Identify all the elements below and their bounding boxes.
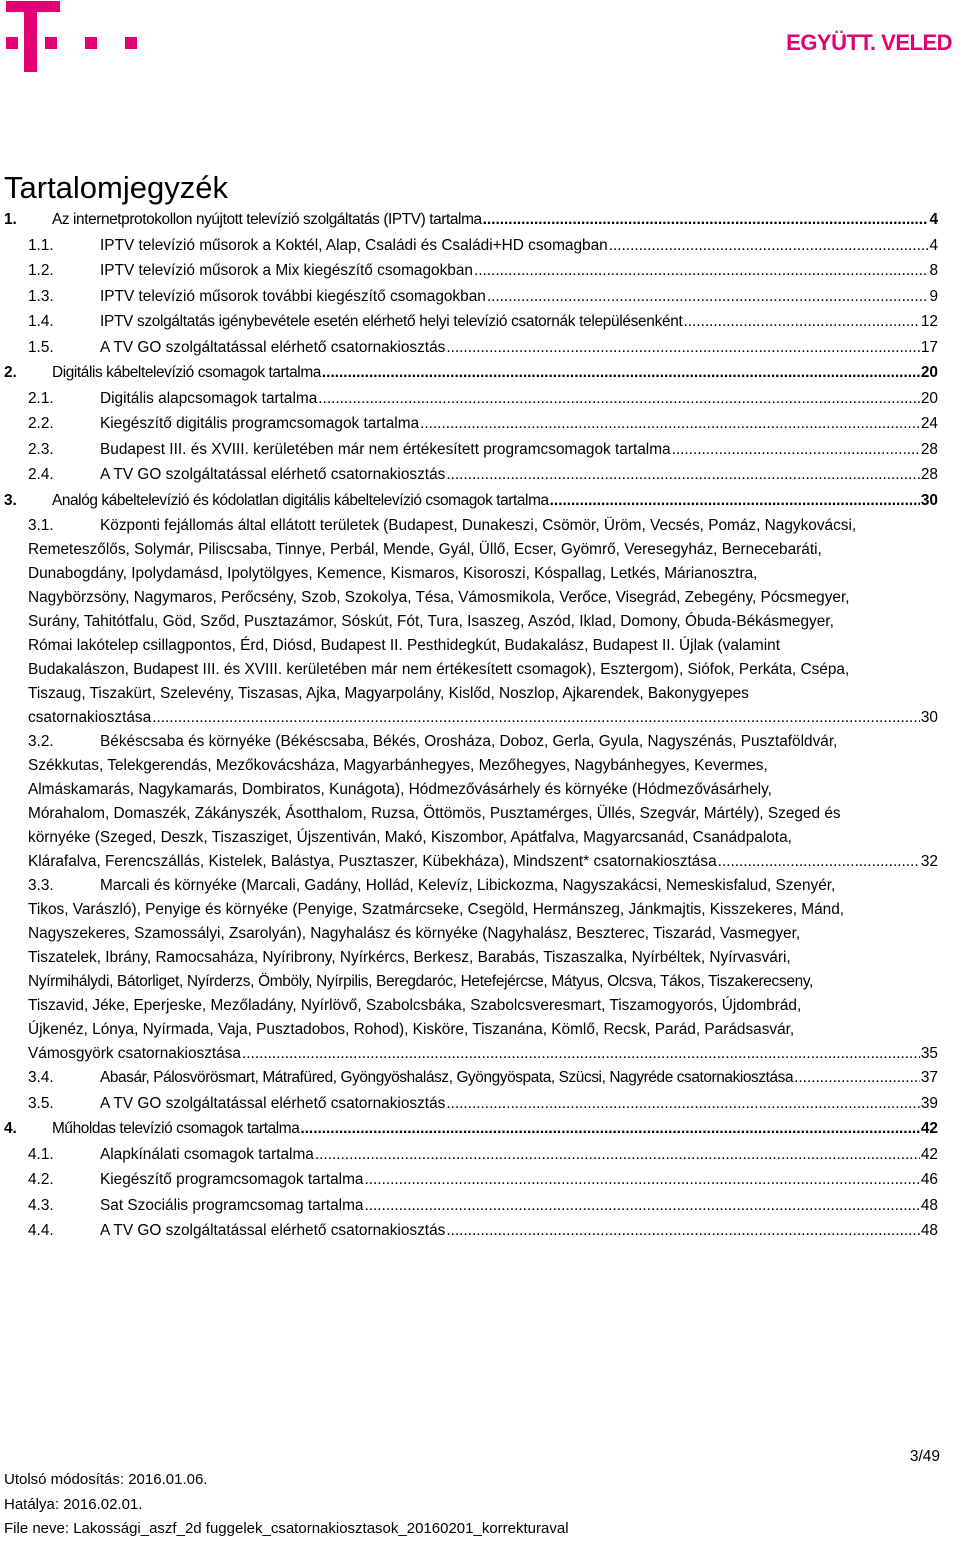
toc-entry-3-5[interactable] [4,1092,938,1118]
toc-entry-number: 3.4. [28,1069,54,1086]
toc-entry-page: 46 [920,1171,938,1188]
toc-entry-page: 4 [929,211,938,228]
toc-entry-page: 30 [920,491,938,509]
toc-entry-title: Alapkínálati csomagok tartalma [100,1145,314,1163]
toc-leader-dots [446,1219,920,1243]
toc-leader-dots [550,489,920,513]
toc-leader-dots [683,310,919,334]
toc-entry-number: 3. [4,491,17,509]
toc-entry-page: 20 [920,364,938,381]
toc-entry-2[interactable] [4,361,938,387]
toc-entry-page: 28 [920,466,938,483]
toc-entry-title-line: Újkenéz, Lónya, Nyírmada, Vaja, Pusztadobos, Rohod), Kisköre, Tiszanána, Kömlő, Recsk, Parád, Parádsasvár, [28,1021,795,1038]
toc-entry-page: 42 [920,1145,938,1163]
toc-entry-page: 12 [920,313,938,330]
toc-leader-dots [300,1117,920,1141]
toc-entry-page: 9 [929,287,938,305]
toc-leader-dots [364,1168,919,1192]
toc-entry-title: A TV GO szolgáltatással elérhető csatornakiosztás [100,338,446,356]
toc-entry-title-line: Székkutas, Telekgerendás, Mezőkovácsháza, Magyarbánhegyes, Mezőhegyes, Nagybánhegyes, Kevermes, [28,757,768,774]
toc-entry-title-line: Nyírmihálydi, Bátorliget, Nyírderzs, Ömböly, Nyírpilis, Beregdaróc, Hetefejércse, Mátyus, Olcsva, Tákos, Tiszakerecseny, [28,973,814,990]
toc-entry-title-line: környéke (Szeged, Deszk, Tiszasziget, Újszentiván, Makó, Kiszombor, Apátfalva, Magyarcsanád, Csanádpalota, [28,829,792,846]
toc-entry-4-3[interactable] [4,1194,938,1220]
toc-entry-1[interactable] [4,208,938,234]
toc-leader-dots [318,387,920,411]
toc-entry-page: 24 [920,415,938,432]
toc-leader-dots [315,1143,920,1167]
toc-entry-1-4[interactable] [4,310,938,336]
toc-entry-page: 4 [929,236,938,254]
toc-entry-page: 8 [929,262,938,279]
toc-entry-title-line: Békéscsaba és környéke (Békéscsaba, Békés, Orosháza, Doboz, Gerla, Gyula, Nagyszénás, Pusztaföldvár, [100,733,838,750]
toc-entry-number: 1.4. [28,313,54,330]
toc-leader-dots [487,285,929,309]
toc-entry-page: 20 [920,389,938,407]
toc-entry-page: 30 [920,709,938,726]
toc-entry-title: A TV GO szolgáltatással elérhető csatornakiosztás [100,1094,446,1112]
toc-leader-dots [483,208,929,232]
toc-entry-2-2[interactable] [4,412,938,438]
toc-entry-1-2[interactable] [4,259,938,285]
toc-entry-1-1[interactable] [4,234,938,260]
toc-entry-page: 48 [920,1196,938,1214]
toc-entry-3-1[interactable] [4,514,938,730]
toc-entry-number: 4.2. [28,1171,54,1188]
toc-leader-dots [794,1066,920,1090]
toc-entry-title: Sat Szociális programcsomag tartalma [100,1196,364,1214]
toc-entry-2-3[interactable] [4,438,938,464]
toc-entry-number: 1.2. [28,262,54,279]
toc-entry-title-line: Vámosgyörk csatornakiosztása [28,1045,241,1062]
toc-entry-title: Budapest III. és XVIII. kerületében már nem értékesített programcsomagok tartalma [100,440,671,458]
toc-entry-4-1[interactable] [4,1143,938,1169]
toc-leader-dots [718,850,920,874]
toc-entry-title-line: Marcali és környéke (Marcali, Gadány, Hollád, Kelevíz, Libickozma, Nagyszakácsi, Nemeskisfalud, Szenyér, [100,877,836,894]
toc-entry-4-2[interactable] [4,1168,938,1194]
toc-entry-number: 1.1. [28,236,54,254]
toc-entry-2-4[interactable] [4,463,938,489]
toc-entry-page: 35 [920,1045,938,1062]
toc-entry-page: 17 [920,338,938,356]
toc-entry-title: Digitális alapcsomagok tartalma [100,389,318,407]
toc-entry-title: IPTV televízió műsorok további kiegészítő csomagokban [100,287,486,305]
toc-entry-title-line: Mórahalom, Domaszék, Zákányszék, Ásotthalom, Ruzsa, Öttömös, Pusztamérges, Üllés, Szegvár, Mártély), Szeged és [28,805,841,822]
toc-entry-number: 2.4. [28,466,54,483]
toc-entry-number: 1. [4,211,17,228]
toc-entry-number: 3.2. [28,733,54,750]
toc-entry-title: Digitális kábeltelevízió csomagok tartalma [52,364,321,381]
toc-entry-title: Abasár, Pálosvörösmart, Mátrafüred, Gyöngyöshalász, Gyöngyöspata, Szücsi, Nagyréde csatornakiosztása [100,1069,794,1086]
toc-entry-number: 4.4. [28,1222,54,1239]
toc-entry-number: 2. [4,364,17,381]
toc-entry-number: 4.1. [28,1145,54,1163]
toc-leader-dots [474,259,928,283]
table-of-contents [4,208,938,1245]
toc-leader-dots [609,234,929,258]
toc-entry-page: 28 [920,440,938,458]
toc-entry-title-line: Budakalászon, Budapest III. és XVIII. kerületében már nem értékesített csomagok), Esztergom), Siófok, Perkáta, Csépa, [28,661,850,678]
toc-entry-line [28,874,938,898]
toc-entry-title-line: Tiszatelek, Ibrány, Ramocsaháza, Nyíribrony, Nyírkércs, Berkesz, Barabás, Tiszaszalka, Nyírbéltek, Nyírvasvári, [28,949,791,966]
toc-entry-title-line: Nagyszekeres, Szamossályi, Zsarolyán), Nagyhalász és környéke (Nagyhalász, Beszterec, Tiszarád, Vasmegyer, [28,925,801,942]
toc-entry-number: 3.1. [28,517,54,534]
toc-entry-3-3[interactable] [4,874,938,1066]
telekom-logo [0,0,150,74]
toc-entry-title: Kiegészítő programcsomagok tartalma [100,1171,364,1188]
toc-entry-title-line: Tiszaug, Tiszakürt, Szelevény, Tiszasas, Ajka, Magyarpolány, Kislőd, Noszlop, Ajkarendek, Bakonygyepes [28,685,749,702]
toc-entry-last-line [28,850,938,874]
toc-leader-dots [446,1092,920,1116]
toc-entry-title-line: Római lakótelep csillagpontos, Érd, Diósd, Budapest II. Pesthidegkút, Budakalász, Budapest II. Újlak (valamint [28,637,780,654]
toc-leader-dots [446,463,920,487]
toc-entry-number: 3.5. [28,1094,54,1112]
toc-entry-line [28,514,938,538]
toc-entry-title-line: Tikos, Varászló), Penyige és környéke (Penyige, Szatmárcseke, Csegöld, Hermánszeg, Jánkmajtis, Kisszekeres, Mánd, [28,901,845,918]
toc-entry-title-line: Remeteszőlős, Solymár, Piliscsaba, Tinnye, Perbál, Mende, Gyál, Üllő, Ecser, Gyömrő, Veresegyház, Bernecebaráti, [28,541,822,558]
last-modified: Utolsó módosítás: 2016.01.06. [4,1471,208,1488]
toc-entry-title-line: Központi fejállomás által ellátott területek (Budapest, Dunakeszi, Csömör, Üröm, Vecsés, Pomáz, Nagykovácsi, [100,517,857,534]
toc-entry-number: 3.3. [28,877,54,894]
toc-leader-dots [420,412,920,436]
toc-leader-dots [152,706,920,730]
toc-entry-title: Analóg kábeltelevízió és kódolatlan digitális kábeltelevízió csomagok tartalma [52,491,549,509]
toc-entry-title-line: Almáskamarás, Nagykamarás, Dombiratos, Kunágota), Hódmezővásárhely és környéke (Hódmezővásárhely, [28,781,772,798]
toc-entry-title-line: csatornakiosztása [28,709,152,726]
toc-leader-dots [446,336,920,360]
toc-entry-title-line: Klárafalva, Ferencszállás, Kistelek, Balástya, Pusztaszer, Kübekháza), Mindszent* csatornakiosztása [28,853,717,870]
toc-entry-title: Kiegészítő digitális programcsomagok tartalma [100,415,420,432]
toc-leader-dots [242,1042,920,1066]
toc-leader-dots [672,438,920,462]
toc-entry-number: 1.3. [28,287,54,305]
toc-entry-4[interactable] [4,1117,938,1143]
toc-entry-line [28,730,938,754]
toc-entry-number: 4. [4,1120,17,1137]
toc-entry-3[interactable] [4,489,938,515]
toc-leader-dots [322,361,920,385]
page-header [0,0,960,80]
toc-entry-title-line: Tiszavid, Jéke, Eperjeske, Mezőladány, Nyírlövő, Szabolcsbáka, Szabolcsveresmart, Tiszamogyorós, Újdombrád, [28,997,802,1014]
file-name: File neve: Lakossági_aszf_2d fuggelek_csatornakiosztasok_20160201_korrekturaval [4,1520,569,1537]
toc-entry-page: 39 [920,1094,938,1112]
toc-entry-page: 48 [920,1222,938,1239]
toc-entry-number: 2.1. [28,389,54,407]
toc-entry-title: IPTV szolgáltatás igénybevétele esetén elérhető helyi televízió csatornák településenként [100,313,683,330]
toc-entry-page: 32 [920,853,938,870]
toc-entry-page: 37 [920,1069,938,1086]
toc-entry-4-4[interactable] [4,1219,938,1245]
toc-entry-last-line [28,706,938,730]
toc-entry-1-3[interactable] [4,285,938,311]
toc-entry-title: A TV GO szolgáltatással elérhető csatornakiosztás [100,1222,446,1239]
toc-entry-title: A TV GO szolgáltatással elérhető csatornakiosztás [100,466,446,483]
toc-entry-number: 1.5. [28,338,54,356]
toc-entry-title: Az internetprotokollon nyújtott televízió szolgáltatás (IPTV) tartalma [52,211,482,228]
toc-entry-title: IPTV televízió műsorok a Mix kiegészítő csomagokban [100,262,473,279]
toc-entry-title-line: Nagybörzsöny, Nagymaros, Perőcsény, Szob, Szokolya, Tésa, Vámosmikola, Verőce, Visegrád, Zebegény, Pócsmegyer, [28,589,850,606]
toc-entry-2-1[interactable] [4,387,938,413]
toc-entry-number: 2.2. [28,415,54,432]
toc-entry-title: Műholdas televízió csomagok tartalma [52,1120,300,1137]
toc-title: Tartalomjegyzék [4,170,228,205]
effective-date: Hatálya: 2016.02.01. [4,1496,143,1513]
toc-entry-3-2[interactable] [4,730,938,874]
toc-entry-number: 2.3. [28,440,54,458]
toc-entry-last-line [28,1042,938,1066]
page-number: 3/49 [909,1448,940,1465]
toc-entry-title-line: Dunabogdány, Ipolydamásd, Ipolytölgyes, Kemence, Kismaros, Kisoroszi, Kóspallag, Letkés, Márianosztra, [28,565,758,582]
toc-entry-3-4[interactable] [4,1066,938,1092]
brand-slogan: EGYÜTT. VELED [786,30,952,55]
toc-entry-page: 42 [920,1120,938,1137]
toc-entry-1-5[interactable] [4,336,938,362]
toc-entry-title-line: Surány, Tahitótfalu, Göd, Sződ, Pusztazámor, Sóskút, Fót, Tura, Isaszeg, Aszód, Iklad, Domony, Óbuda-Békásmegyer, [28,613,834,630]
toc-leader-dots [364,1194,919,1218]
toc-entry-number: 4.3. [28,1196,54,1214]
toc-entry-title: IPTV televízió műsorok a Koktél, Alap, Családi és Családi+HD csomagban [100,236,608,254]
